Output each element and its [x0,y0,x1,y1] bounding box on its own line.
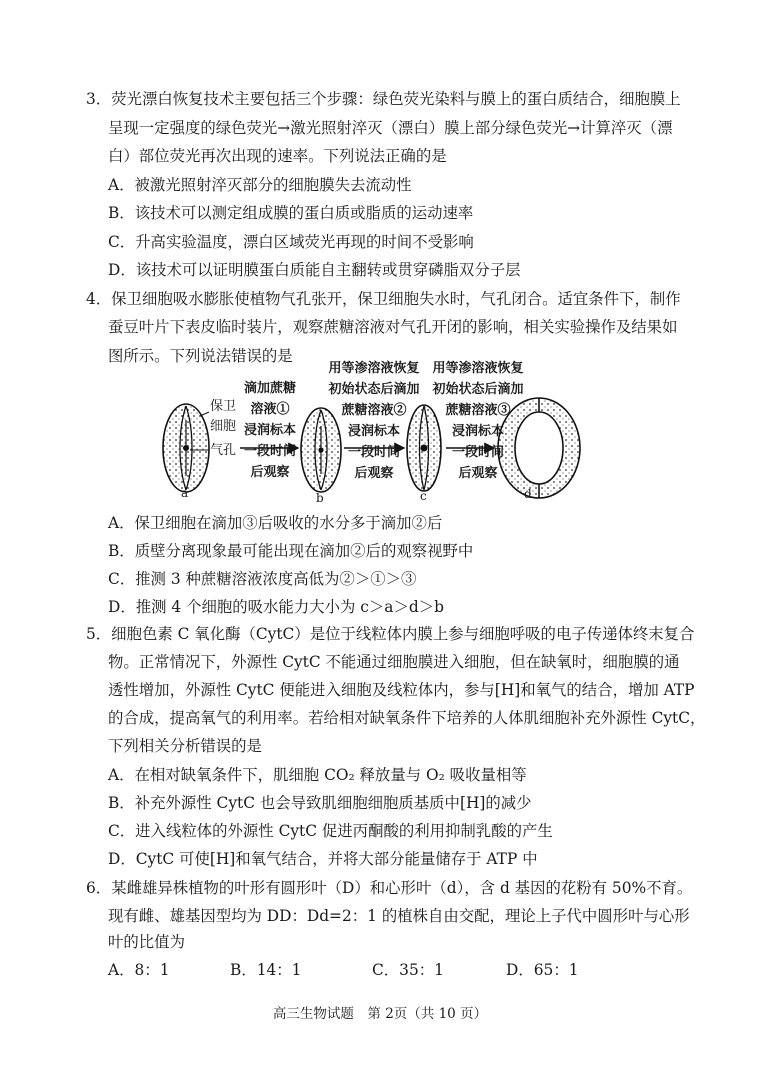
step3-line-6: 后观察 [458,466,498,481]
q4-stem-line-2: 蚕豆叶片下表皮临时装片，观察蔗糖溶液对气孔开闭的影响，相关实验操作及结果如 [108,318,678,336]
q3-option-b: B．该技术可以测定组成膜的蛋白质或脂质的运动速率 [108,204,474,222]
q5-stem-line-5: 下列相关分析错误的是 [108,737,262,755]
q6-option-b: B．14：1 [230,961,302,979]
label-guard-cell-2: 细胞 [210,419,237,434]
q3-option-c: C．升高实验温度，漂白区域荧光再现的时间不受影响 [108,233,474,251]
q6-stem-line-1: 6．某雌雄异株植物的叶形有圆形叶（D）和心形叶（d），含 d 基因的花粉有 50%不育。 [86,879,693,897]
q6-option-d: D．65：1 [506,961,579,979]
cell-label-a: a [181,486,189,500]
step2-line-5: 一段时间 [347,445,400,460]
step1-line-1: 滴加蔗糖 [243,381,296,396]
q4-option-d: D．推测 4 个细胞的吸水能力大小为 c＞a＞d＞b [108,598,444,616]
step1-line-3: 浸润标本 [243,423,296,438]
q5-stem-line-4: 的合成，提高氧气的利用率。若给相对缺氧条件下培养的人体肌细胞补充外源性 CytC， [108,709,706,727]
step2-line-4: 浸润标本 [347,424,400,439]
cell-label-c: c [420,489,427,503]
step2-text [322,358,426,484]
q6-option-a: A．8：1 [108,961,170,979]
stomata-diagram [0,360,760,510]
q4-stem-line-3: 图所示。下列说法错误的是 [108,347,293,365]
q3-stem-line-3: 白）部位荧光再次出现的速率。下列说法正确的是 [108,147,447,165]
q4-option-b: B．质壁分离现象最可能出现在滴加②后的观察视野中 [108,542,474,560]
step1-line-5: 后观察 [250,465,290,480]
step3-line-1: 用等渗溶液恢复 [432,361,524,376]
step3-text [426,358,530,484]
q3-stem-line-2: 呈现一定强度的绿色荧光→激光照射淬灭（漂白）膜上部分绿色荧光→计算淬灭（漂 [108,119,673,137]
q4-option-c: C．推测 3 种蔗糖溶液浓度高低为②＞①＞③ [108,570,417,588]
q6-stem-line-3: 叶的比值为 [108,933,185,951]
q5-option-d: D．CytC 可使[H]和氧气结合，并将大部分能量储存于 ATP 中 [108,850,538,868]
q4-option-a: A．保卫细胞在滴加③后吸收的水分多于滴加②后 [108,514,443,532]
cell-a-drawing [163,404,209,492]
step3-line-3: 蔗糖溶液③ [445,403,511,418]
step2-line-2: 初始状态后滴加 [328,382,420,397]
q5-option-a: A．在相对缺氧条件下，肌细胞 CO₂ 释放量与 O₂ 吸收量相等 [108,766,527,784]
step3-line-5: 一段时间 [451,445,504,460]
q4-stem-line-1: 4．保卫细胞吸水膨胀使植物气孔张开，保卫细胞失水时，气孔闭合。适宜条件下，制作 [86,290,681,308]
q3-option-d: D．该技术可以证明膜蛋白质能自主翻转或贯穿磷脂双分子层 [108,261,521,279]
page-footer: 高三生物试题 第 2页（共 10 页） [272,1006,488,1022]
q5-stem-line-2: 物。正常情况下，外源性 CytC 不能通过细胞膜进入细胞，但在缺氧时，细胞膜的通 [108,653,680,671]
step1-line-2: 溶液① [250,402,290,417]
q5-stem-line-1: 5．细胞色素 C 氧化酶（CytC）是位于线粒体内膜上参与细胞呼吸的电子传递体终末复合 [86,625,695,643]
step1-text [238,378,302,483]
cell-label-b: b [316,491,324,505]
step1-line-4: 一段时间 [243,444,296,459]
q6-stem-line-2: 现有雌、雄基因型均为 DD：Dd=2：1 的植株自由交配，理论上子代中圆形叶与心形 [108,907,690,925]
label-guard-cell-1: 保卫 [210,399,237,414]
cell-label-d: d [524,487,532,501]
q3-option-a: A．被激光照射淬灭部分的细胞膜失去流动性 [108,176,412,194]
step2-line-3: 蔗糖溶液② [341,403,407,418]
label-stoma: 气孔 [210,443,237,458]
q3-stem-line-1: 3．荧光漂白恢复技术主要包括三个步骤：绿色荧光染料与膜上的蛋白质结合，细胞膜上 [86,90,681,108]
step3-line-4: 浸润标本 [451,424,504,439]
step2-line-1: 用等渗溶液恢复 [328,361,420,376]
q5-option-b: B．补充外源性 CytC 也会导致肌细胞细胞质基质中[H]的减少 [108,794,532,812]
step2-line-6: 后观察 [354,466,394,481]
q6-option-c: C．35：1 [372,961,444,979]
q5-stem-line-3: 透性增加，外源性 CytC 便能进入细胞及线粒体内，参与[H]和氧气的结合，增加 ATP [108,681,695,699]
step3-line-2: 初始状态后滴加 [432,382,524,397]
q5-option-c: C．进入线粒体的外源性 CytC 促进丙酮酸的利用抑制乳酸的产生 [108,822,553,840]
